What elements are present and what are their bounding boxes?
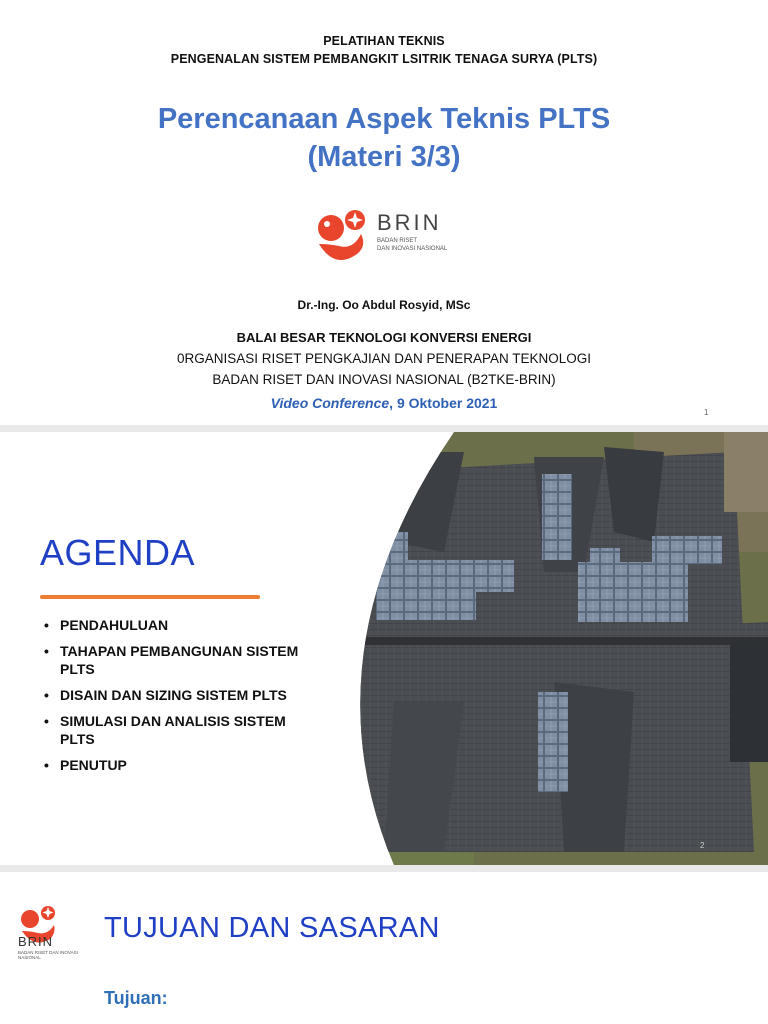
brin-logo [305, 190, 465, 280]
brin-tagline-1: BADAN RISET [377, 238, 418, 244]
list-item: • SIMULASI DAN ANALISIS SISTEM PLTS [44, 712, 314, 748]
brin-wordmark: BRIN [377, 210, 442, 235]
header-line2: PENGENALAN SISTEM PEMBANGKIT LSITRIK TENAGA SURYA (PLTS) [170, 52, 598, 66]
page-title: Perencanaan Aspek Teknis PLTS [157, 103, 611, 135]
solar-roof-photo [334, 432, 768, 865]
page-number: 1 [704, 408, 709, 417]
section-subtitle: Tujuan: [104, 988, 168, 1008]
list-item: • PENUTUP [44, 756, 314, 774]
conference-date: , 9 Oktober 2021 [389, 395, 498, 411]
slide2-page-number: 2 [700, 841, 705, 850]
conference-line [0, 395, 768, 411]
list-item: • TAHAPAN PEMBANGUNAN SISTEM PLTS [44, 642, 314, 678]
org-line1: BALAI BESAR TEKNOLOGI KONVERSI ENERGI [236, 330, 532, 345]
page-subtitle: (Materi 3/3) [307, 141, 461, 173]
brin-tagline-2: DAN INOVASI NASIONAL [377, 246, 448, 252]
list-item: • PENDAHULUAN [44, 616, 314, 634]
author: Dr.-Ing. Oo Abdul Rosyid, MSc [297, 298, 471, 312]
slide-title [0, 0, 768, 425]
agenda-underline [40, 595, 260, 599]
brin-small-tagline: BADAN RISET DAN INOVASI NASIONAL [18, 950, 78, 960]
slide-divider [0, 865, 768, 872]
brin-small-wordmark: BRIN [18, 934, 54, 949]
org-line3: BADAN RISET DAN INOVASI NASIONAL (B2TKE-BRIN) [212, 372, 556, 387]
conference-italic: Video Conference [270, 395, 390, 411]
slide-agenda [0, 432, 768, 865]
agenda-title: AGENDA [40, 532, 196, 573]
org-line2: 0RGANISASI RISET PENGKAJIAN DAN PENERAPAN TEKNOLOGI [176, 351, 592, 366]
slide-divider [0, 425, 768, 432]
header-line1: PELATIHAN TEKNIS [323, 34, 445, 48]
list-item: • DISAIN DAN SIZING SISTEM PLTS [44, 686, 314, 704]
section-title: TUJUAN DAN SASARAN [104, 912, 440, 944]
agenda-list [44, 616, 314, 782]
slide-objectives [0, 872, 768, 1024]
